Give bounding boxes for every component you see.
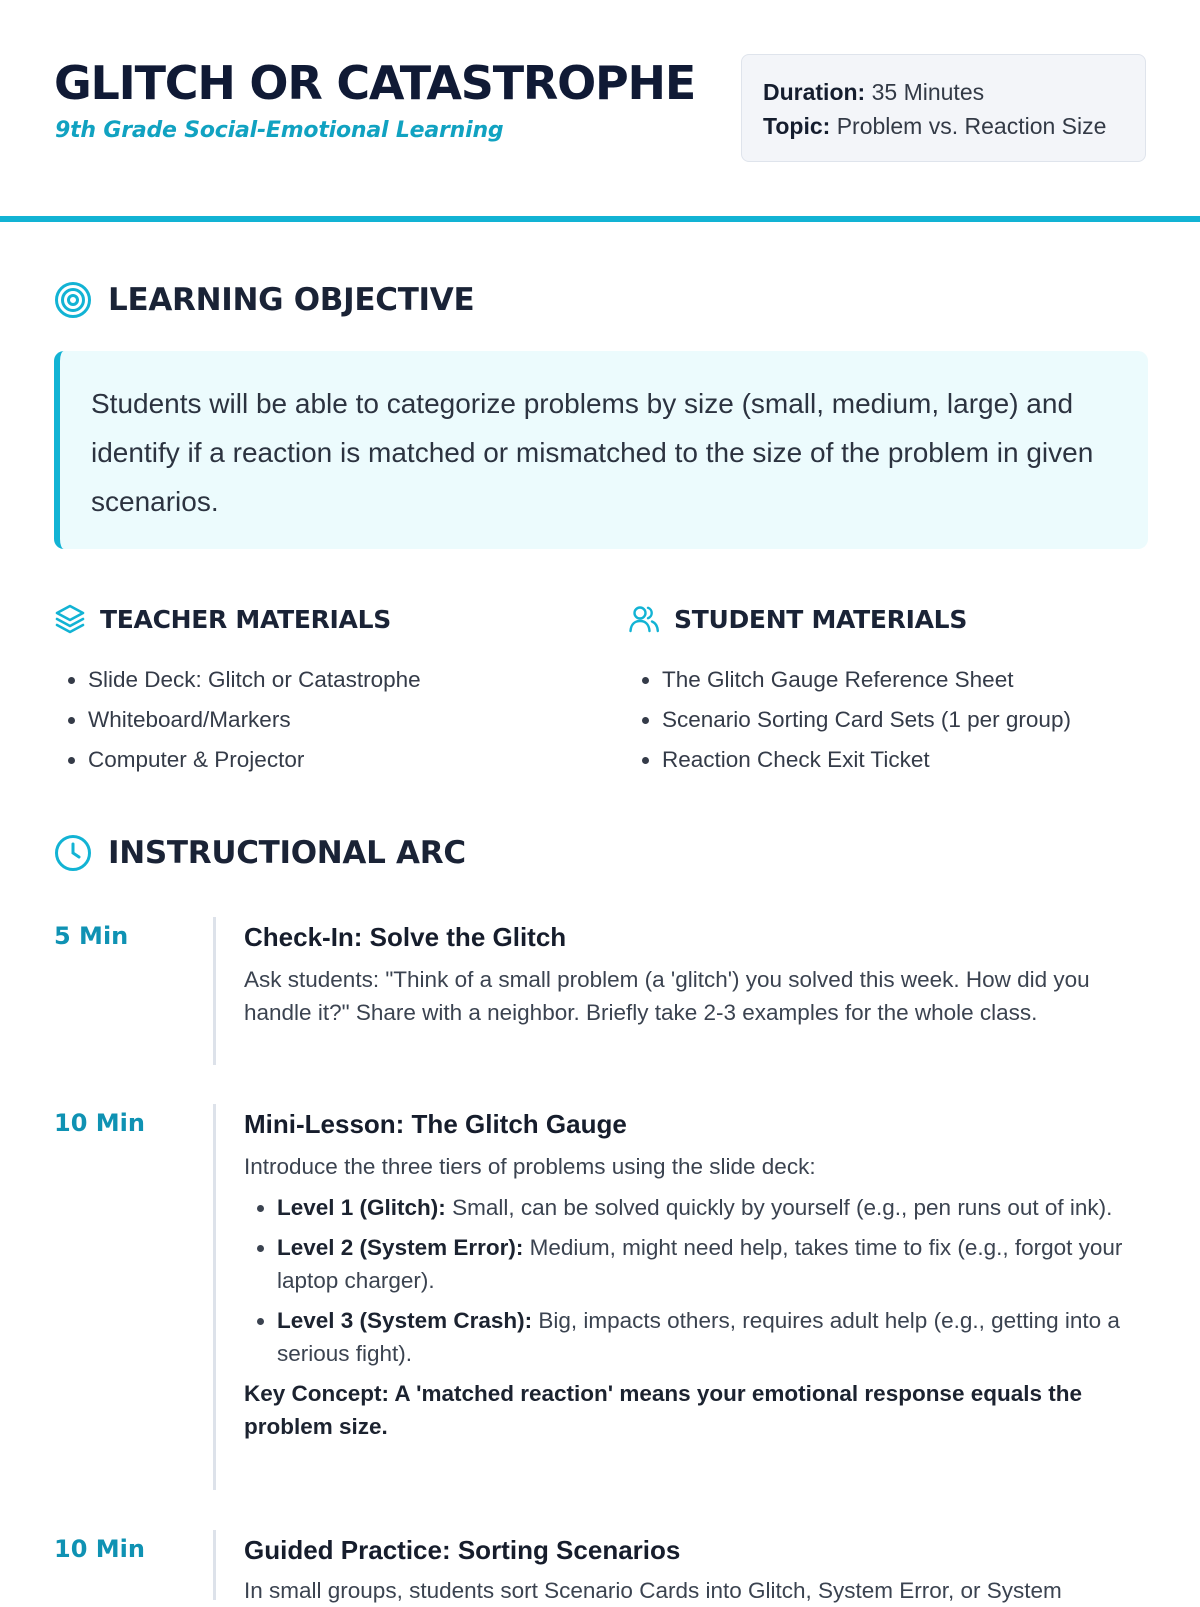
list-item: • Reaction Check Exit Ticket: [662, 740, 1071, 780]
teacher-materials-heading-text: TEACHER MATERIALS: [100, 604, 391, 634]
list-item: [277, 1191, 1150, 1224]
users-icon: [628, 603, 660, 635]
level-label: Level 1 (Glitch):: [277, 1195, 446, 1220]
list-item: [277, 1304, 1150, 1370]
topic-value: Problem vs. Reaction Size: [836, 113, 1107, 139]
teacher-materials-heading: [54, 603, 391, 635]
objective-callout: Students will be able to categorize problems by size (small, medium, large) and identify if a reaction is matched or mismatched to the size of the problem in given scenarios.: [54, 351, 1148, 549]
arc-heading: [54, 834, 466, 872]
timeline-line: [213, 1104, 216, 1490]
objective-heading-text: LEARNING OBJECTIVE: [108, 282, 475, 318]
list-item: • Scenario Sorting Card Sets (1 per group): [662, 700, 1071, 740]
page-subtitle: 9th Grade Social-Emotional Learning: [55, 118, 504, 143]
topic-row: [763, 109, 1124, 143]
level-desc: Medium, might need help, takes time to fix (e.g., forgot your laptop charger).: [277, 1235, 1123, 1293]
page-title: GLITCH OR CATASTROPHE: [54, 56, 696, 110]
step-text: In small groups, students sort Scenario Cards into Glitch, System Error, or System: [244, 1578, 1062, 1603]
topic-label: Topic:: [763, 113, 831, 139]
layers-icon: [54, 603, 86, 635]
list-item: • Whiteboard/Markers: [88, 700, 421, 740]
step-time: 10 Min: [54, 1109, 145, 1137]
list-item: • Computer & Projector: [88, 740, 421, 780]
arc-heading-text: INSTRUCTIONAL ARC: [108, 835, 466, 871]
teacher-materials-list: [54, 660, 421, 780]
key-concept: Key Concept: A 'matched reaction' means your emotional response equals the problem size.: [244, 1381, 1082, 1439]
timeline-line: [213, 917, 216, 1065]
duration-label: Duration:: [763, 79, 866, 105]
level-label: Level 3 (System Crash):: [277, 1308, 533, 1333]
step-title: Mini-Lesson: The Glitch Gauge: [244, 1109, 627, 1139]
clock-icon: [54, 834, 92, 872]
header: [0, 0, 1200, 224]
step-text: Ask students: "Think of a small problem (a 'glitch') you solved this week. How did you handle it?" Share with a neighbor. Briefly take 2-3 examples for the whole class.: [244, 967, 1090, 1025]
target-icon: [54, 281, 92, 319]
arc-step-checkin: [244, 921, 1150, 1029]
student-materials-heading: [628, 603, 967, 635]
step-title: Check-In: Solve the Glitch: [244, 922, 567, 952]
arc-step-minilesson: [244, 1108, 1150, 1443]
student-materials-heading-text: STUDENT MATERIALS: [674, 604, 968, 634]
duration-row: [763, 75, 1124, 109]
list-item: [277, 1231, 1150, 1297]
list-item: • Slide Deck: Glitch or Catastrophe: [88, 660, 421, 700]
step-time: 5 Min: [54, 922, 129, 950]
arc-step-guided-practice: [244, 1534, 1150, 1607]
step-title: Guided Practice: Sorting Scenarios: [244, 1535, 681, 1565]
duration-value: 35 Minutes: [871, 79, 985, 105]
level-desc: Small, can be solved quickly by yourself (e.g., pen runs out of ink).: [452, 1195, 1113, 1220]
student-materials-list: [628, 660, 1071, 780]
timeline-line: [213, 1530, 216, 1600]
objective-heading: [54, 281, 474, 319]
list-item: • The Glitch Gauge Reference Sheet: [662, 660, 1071, 700]
step-time: 10 Min: [54, 1535, 145, 1563]
problem-levels-list: [244, 1191, 1150, 1370]
lesson-meta-box: [741, 54, 1146, 162]
header-divider: [0, 216, 1200, 222]
level-desc: Big, impacts others, requires adult help (e.g., getting into a serious fight).: [277, 1308, 1120, 1366]
step-text: Introduce the three tiers of problems using the slide deck:: [244, 1154, 816, 1179]
level-label: Level 2 (System Error):: [277, 1235, 524, 1260]
